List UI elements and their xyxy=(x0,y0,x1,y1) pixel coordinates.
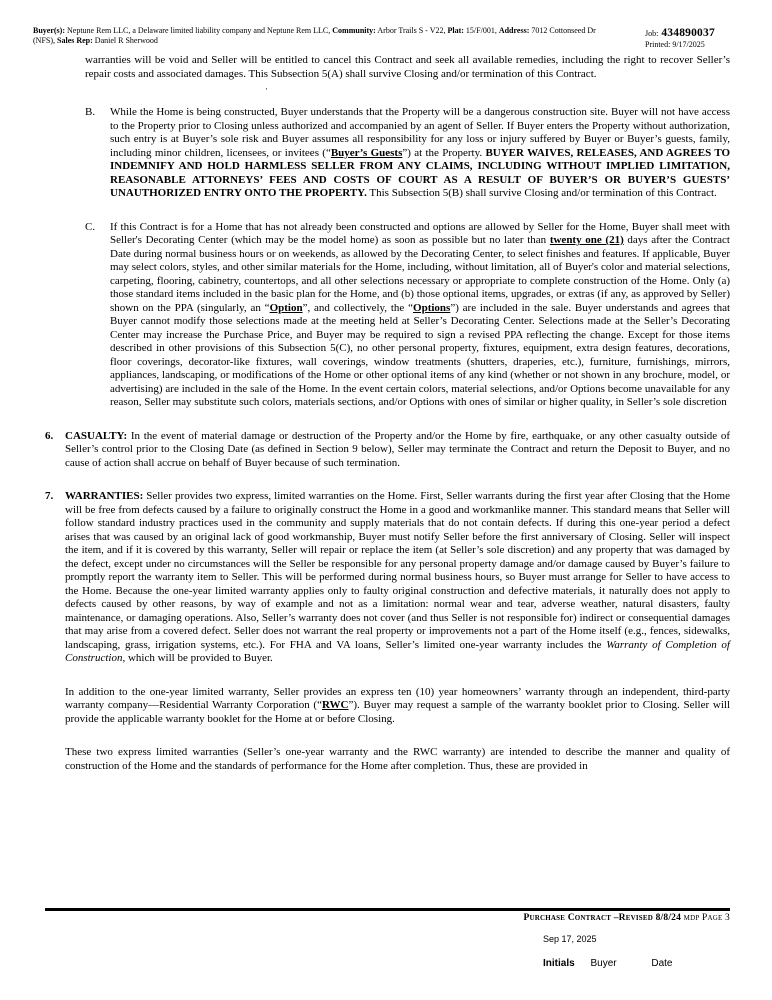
stray-dot xyxy=(85,85,730,94)
subsection-5c xyxy=(85,220,731,410)
footer-rule xyxy=(45,908,730,911)
text-run: Purchase Contract –Revised 8/8/24 xyxy=(523,913,684,923)
document-footer xyxy=(45,908,730,969)
text-run: 7012 Cottonseed Dr xyxy=(529,26,596,35)
text-run: Sales Rep: xyxy=(57,35,93,45)
subsection-5a-continuation xyxy=(85,54,730,81)
job-block xyxy=(645,27,715,49)
text-run: (NFS), xyxy=(33,35,58,45)
section-label: B. xyxy=(85,106,96,118)
document-header xyxy=(33,26,633,45)
text-run: Arbor Trails S - V22, xyxy=(375,26,448,35)
text-run: Warranty of Completion of Construction xyxy=(65,638,730,664)
text-run: WARRANTIES: xyxy=(65,490,144,502)
text-run: Option xyxy=(269,301,303,314)
text-run: Seller provides two express, limited warranties on the Home. First, Seller warrants during the first year after Closing that the Home will be free from defects caused by a failure to originally construct the Home in a good and workmanlike manner. This standard means that Seller will follow standard industry practices used in the community and supply materials that do not contain defects. If during this one-year period a defect arises that was caused by an original lack of good workmanship, Buyer must notify Seller before the first anniversary of Closing. Seller will inspect the item, and if it is covered by this warranty, Seller will repair or replace the item (at Seller’s sole discretion) and any property that was damaged by the defect, except under no circumstances will the Seller be responsible for any personal property damage and/or damage caused by Buyer’s failure to promptly report the warranty item to Seller. This will be performed during normal business hours, so Buyer must arrange for Seller to have access to the Home. Because the one-year limited warranty applies only to faulty original construction and defective materials, it naturally does not apply to defects caused by other reasons, by way of example and not as a limitation: normal wear and tear, adverse weather, natural disasters, faulty maintenance, or damaging operations. Also, Seller’s warranty does not cover (and thus Seller is not responsible for) indirect or consequential damages that may arise from a covered defect. Seller does not warrant the real property or improvements not a part of the Home itself (e.g., fences, sidewalks, landscaping, grass, irrigation systems, etc.). For FHA and VA loans, Seller’s limited one-year warranty includes the xyxy=(65,490,730,651)
text-run: Neptune Rem LLC, a Delaware limited liability company and Neptune Rem LLC, xyxy=(65,26,333,35)
job-line xyxy=(645,27,715,39)
text-run: While the Home is being constructed, Buyer understands that the Property will be a dangerous construction site. Buyer will not have access to the Property prior to Closing unless authorized and accompanied by an agent of Seller. If Buyer enters the Property without authorization, such entry is at Buyer’s sole risk and Buyer assumes all responsibility for any loss or injury suffered by Buyer or Buyer’s guests, family, including minor children, licensees, or invitees (“ xyxy=(110,106,730,159)
initials-label: Initials xyxy=(543,958,575,969)
text-run: warranties will be void and Seller will be entitled to cancel this Contract and seek all available remedies, including the right to recover Seller’s repair costs and associated damages. This Subsection 5(A) shall survive Closing and/or termination of this Contract. xyxy=(85,54,730,80)
text-run: Daniel R Sherwood xyxy=(92,35,158,45)
text-run: · xyxy=(265,84,268,94)
text-run: 15/F/001, xyxy=(463,26,499,35)
text-run: ”) are included in the sale. Buyer understands and agrees that Buyer cannot modify those selections made at the meeting held at Seller’s Decorating Center. Selections made at the Seller’s Decorating Center may increase the Purchase Price, and Buyer may be required to sign a revised PPA reflecting the change. Except for those items described in other provisions of this Subsection 5(C), no other personal property, fixtures, equipment, extra design features, decorations, floor coverings, decorator-like fixtures, wall coverings, window treatments (shutters, draperies, etc.), furniture, furnishings, mirrors, appliances, landscaping, or modifications of the Home or other optional items of any kind (whether or not shown in any brochure, model, or advertising) are included in the sale of the Home. In the event certain colors, material selections, and/or Options become unavailable for any reason, Seller may substitute such colors, materials sections, and/or Options with ones of similar or higher quality, in Seller’s sole discretion xyxy=(110,301,731,408)
print-date-stamp: Sep 17, 2025 xyxy=(543,934,597,944)
section-7-warranties xyxy=(45,490,730,666)
document-body xyxy=(45,54,730,793)
text-run: Page 3 xyxy=(699,913,730,923)
text-run: CASUALTY: xyxy=(65,429,128,442)
text-run: In the event of material damage or destruction of the Property and/or the Home by fire, earthquake, or any other casualty outside of Seller’s control prior to the Closing Date (as defined in Section 9 below), Seller may terminate the Contract and return the Deposit to Buyer, and no cause of action shall accrue on behalf of Buyer because of such termination. xyxy=(65,429,730,469)
job-label: Job: xyxy=(645,29,659,38)
text-run: Address: xyxy=(498,26,530,35)
text-run: Plat: xyxy=(447,26,464,35)
text-run: This Subsection 5(B) shall survive Closing and/or termination of this Contract. xyxy=(366,187,717,199)
text-run: In addition to the one-year limited warranty, Seller provides an express ten (10) year homeowners’ warranty through an independent, third-party warranty company—Residential Warranty Corporation (“ xyxy=(65,685,730,711)
text-run: BUYER WAIVES, RELEASES, AND AGREES TO INDEMNIFY AND HOLD HARMLESS SELLER FROM ANY CLAIMS, INCLUDING WITHOUT IMPLIED LIMITATION, REASONABLE ATTORNEYS’ FEES AND COSTS OF COURT AS A RESULT OF BUYER’S OR BUYER’S GUESTS’ UNAUTHORIZED ENTRY ONTO THE PROPERTY. xyxy=(110,146,731,199)
text-run: ”) at the Property. xyxy=(402,146,486,159)
warranty-summary-paragraph xyxy=(65,746,730,773)
text-run: If this Contract is for a Home that has not already been constructed and options are allowed by Seller for the Home, Buyer shall meet with Seller's Decorating Center (which may be the model home) as soon as possible but no later than xyxy=(110,220,730,246)
text-run: mdp xyxy=(683,913,700,923)
subsection-5b xyxy=(85,106,731,201)
text-run: Buyer(s): xyxy=(33,26,65,35)
text-run: RWC xyxy=(321,699,349,711)
buyer-info-line-2 xyxy=(33,36,633,46)
text-run: Options xyxy=(413,301,451,314)
printed-date: Printed: 9/17/2025 xyxy=(645,40,705,49)
text-run: ”, and collectively, the “ xyxy=(302,301,414,314)
text-run: ”). Buyer may request a sample of the warranty booklet prior to Closing. Seller will provide the applicable warranty booklet for the Home at or before Closing. xyxy=(65,699,731,725)
text-run: , which will be provided to Buyer. xyxy=(122,652,273,664)
section-label: 6. xyxy=(45,429,54,442)
text-run: These two express limited warranties (Seller’s one-year warranty and the RWC warranty) are intended to describe the manner and quality of construction of the Home and the standards of performance for the Home after completion. Thus, these are provided in xyxy=(65,746,730,772)
section-label: 7. xyxy=(45,490,54,502)
buyer-info-line-1 xyxy=(33,26,633,36)
footer-doc-title xyxy=(45,913,730,923)
job-number: 434890037 xyxy=(661,27,715,39)
text-run: Buyer’s Guests xyxy=(330,146,403,159)
date-label: Date xyxy=(651,958,673,969)
section-6-casualty xyxy=(45,429,730,471)
text-run: Community: xyxy=(332,26,376,35)
buyer-label: Buyer xyxy=(590,958,617,969)
text-run: twenty one (21) xyxy=(549,234,624,246)
warranty-rwc-paragraph xyxy=(65,686,730,727)
section-label: C. xyxy=(85,220,96,233)
initials-row xyxy=(543,958,673,969)
text-run: days after the Contract Date during normal business hours or on weekends, as allowed by the Decorating Center, to select finishes and features. If applicable, Buyer may select colors, styles, and other similar materials for the Home, including, without limitation, all of Buyer's color and material selections, carpeting, flooring, cabinetry, countertops, and all other selections necessary or appropriate to complete construction of the Home. Only (a) those standard items included in the basic plan for the Home, and (b) those optional items, upgrades, or extras (if any, as approved by Seller) shown on the PPA (singularly, an “ xyxy=(110,234,730,314)
